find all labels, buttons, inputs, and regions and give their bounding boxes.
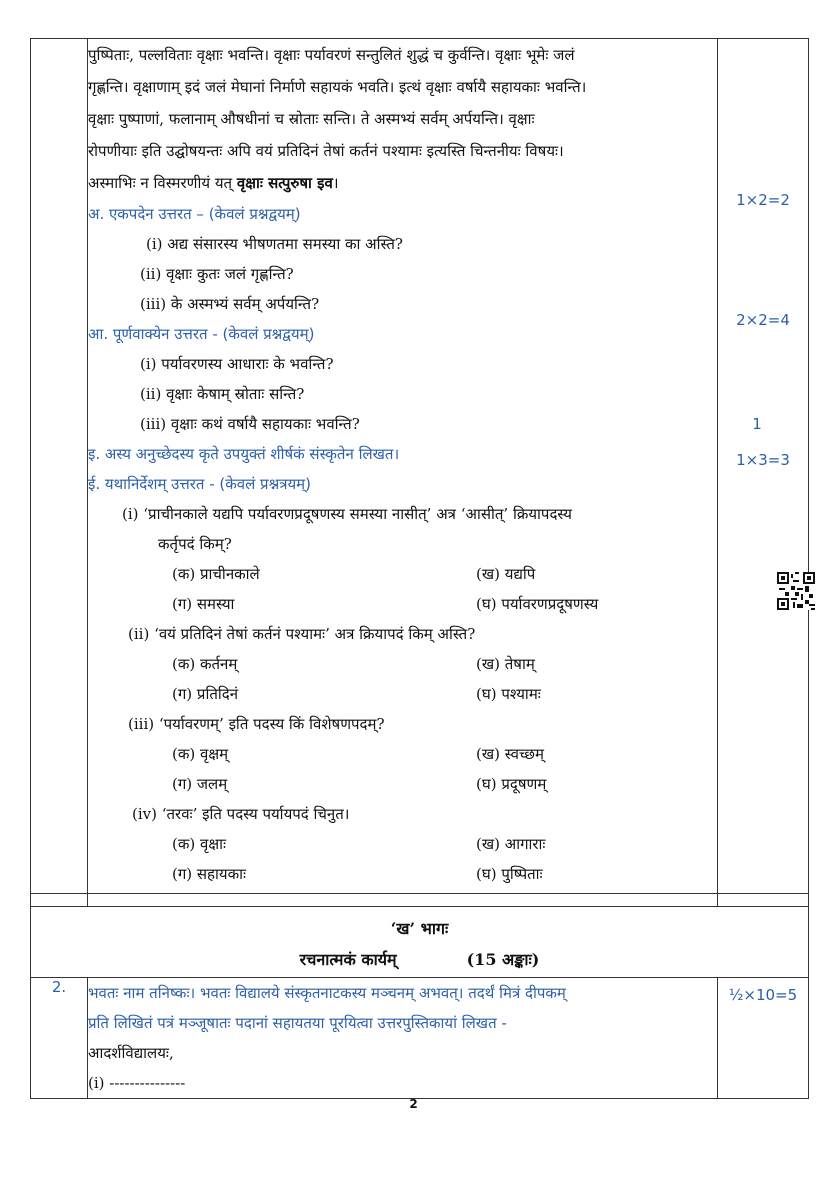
section-subtitle-line xyxy=(31,945,808,977)
marks-cell xyxy=(718,39,809,894)
options-row xyxy=(88,589,717,619)
qr-code-icon xyxy=(777,572,815,610)
question-item: (iii) के अस्मभ्यं सर्वम् अर्पयन्ति? xyxy=(140,295,320,313)
passage-bold-phrase: वृक्षाः सत्पुरुषा इव xyxy=(236,174,333,192)
page-number: 2 xyxy=(409,1097,418,1111)
options-row xyxy=(88,859,717,889)
options-row xyxy=(88,649,717,679)
letter-blank: (i) --------------- xyxy=(88,1074,186,1092)
option: (ख) स्वच्छम् xyxy=(476,745,544,763)
option: (ग) सहायकाः xyxy=(172,865,247,883)
option: (ग) प्रतिदिनं xyxy=(172,685,239,703)
passage-text: अस्माभिः न विस्मरणीयं यत् xyxy=(88,174,237,192)
marks-question-2: ½×10=5 xyxy=(718,978,809,1099)
option: (ग) जलम् xyxy=(172,775,228,793)
question-text: भवतः नाम तनिष्कः। भवतः विद्यालये संस्कृतनाटकस्य मञ्चनम् अभवत्। तदर्थं मित्रं दीपकम् xyxy=(88,984,566,1002)
passage-line: रोपणीयाः इति उद्घोषयन्तः अपि वयं प्रतिदिनं तेषां कर्तनं पश्यामः इत्यस्ति चिन्तनीयः विषयः। xyxy=(88,142,564,160)
question-item: (iv) ‘तरवः’ इति पदस्य पर्यायपदं चिनुत। xyxy=(132,805,350,823)
question-item: (iii) ‘पर्यावरणम्’ इति पदस्य किं विशेषणपदम्? xyxy=(128,715,385,733)
marks-section-i: 1 xyxy=(752,415,762,433)
passage-line: वृक्षाः पुष्पाणां, फलानाम् औषधीनां च स्रोताः सन्ति। ते अस्मभ्यं सर्वम् अर्पयन्ति। वृक्षाः xyxy=(88,110,535,128)
question-item: (ii) वृक्षाः कुतः जलं गृह्णन्ति? xyxy=(140,265,294,283)
question-item: (iii) वृक्षाः कथं वर्षायै सहायकाः भवन्ति? xyxy=(140,415,360,433)
section-ii-heading: ई. यथानिर्देशम् उत्तरत - (केवलं प्रश्नत्रयम्) xyxy=(88,475,311,493)
section-kha-header xyxy=(31,907,809,978)
question-table xyxy=(30,38,809,1099)
question-item: (i) पर्यावरणस्य आधाराः के भवन्ति? xyxy=(140,355,334,373)
option: (ख) यद्यपि xyxy=(476,565,536,583)
options-row xyxy=(88,679,717,709)
question-item: (i) ‘प्राचीनकाले यद्यपि पर्यावरणप्रदूषणस्य समस्या नासीत्’ अत्र ‘आसीत्’ क्रियापदस्य xyxy=(122,505,572,523)
option: (ख) आगाराः xyxy=(476,835,546,853)
option: (घ) पर्यावरणप्रदूषणस्य xyxy=(476,595,599,613)
section-marks: (15 अङ्काः) xyxy=(466,950,540,969)
question-item: (i) अद्य संसारस्य भीषणतमा समस्या का अस्ति? xyxy=(146,235,403,253)
section-kha-row xyxy=(31,907,809,978)
passage-text: । xyxy=(332,174,339,192)
options-row xyxy=(88,769,717,799)
question-item: कर्तृपदं किम्? xyxy=(158,535,232,553)
question-2-row xyxy=(31,978,809,1099)
option: (क) प्राचीनकाले xyxy=(172,565,260,583)
letter-line: आदर्शविद्यालयः, xyxy=(88,1044,174,1062)
option: (घ) पश्यामः xyxy=(476,685,541,703)
section-aa-heading: आ. पूर्णवाक्येन उत्तरत - (केवलं प्रश्नद्वयम्) xyxy=(88,325,315,343)
option: (ग) समस्या xyxy=(172,595,235,613)
option: (ख) तेषाम् xyxy=(476,655,535,673)
marks-section-ii: 1×3=3 xyxy=(736,451,790,469)
question-item: (ii) वृक्षाः केषाम् स्रोताः सन्ति? xyxy=(140,385,305,403)
question-text: प्रति लिखितं पत्रं मञ्जूषातः पदानां सहायतया पूरयित्वा उत्तरपुस्तिकायां लिखत - xyxy=(88,1014,507,1032)
option: (घ) पुष्पिताः xyxy=(476,865,543,883)
question-number: 2. xyxy=(31,978,88,1099)
question-item: (ii) ‘वयं प्रतिदिनं तेषां कर्तनं पश्यामः’ अत्र क्रियापदं किम् अस्ति? xyxy=(128,625,476,643)
option: (घ) प्रदूषणम् xyxy=(476,775,547,793)
option: (क) वृक्षाः xyxy=(172,835,227,853)
passage-line: पुष्पिताः, पल्लविताः वृक्षाः भवन्ति। वृक्षाः पर्यावरणं सन्तुलितं शुद्धं च कुर्वन्ति। वृक्षाः भूमेः जलं xyxy=(88,46,575,64)
spacer-row xyxy=(31,894,809,907)
marks-section-aa: 2×2=4 xyxy=(736,311,790,329)
number-cell xyxy=(31,39,88,894)
passage-row xyxy=(31,39,809,894)
section-i-heading: इ. अस्य अनुच्छेदस्य कृते उपयुक्तं शीर्षकं संस्कृतेन लिखत। xyxy=(88,445,400,463)
marks-section-a: 1×2=2 xyxy=(736,191,790,209)
section-a-heading: अ. एकपदेन उत्तरत – (केवलं प्रश्नद्वयम्) xyxy=(88,205,301,223)
options-row xyxy=(88,739,717,769)
options-row xyxy=(88,829,717,859)
option: (क) वृक्षम् xyxy=(172,745,229,763)
section-title: ‘ख’ भागः xyxy=(390,919,449,938)
option: (क) कर्तनम् xyxy=(172,655,238,673)
options-row xyxy=(88,559,717,589)
question-2-cell xyxy=(88,978,718,1099)
passage-line: गृह्णन्ति। वृक्षाणाम् इदं जलं मेघानां निर्माणे सहायकं भवति। इत्थं वृक्षाः वर्षायै सहायकाः भवन्ति। xyxy=(88,78,587,96)
passage-cell xyxy=(88,39,718,894)
section-subtitle: रचनात्मकं कार्यम् xyxy=(299,950,397,969)
passage-line-last xyxy=(88,167,717,199)
